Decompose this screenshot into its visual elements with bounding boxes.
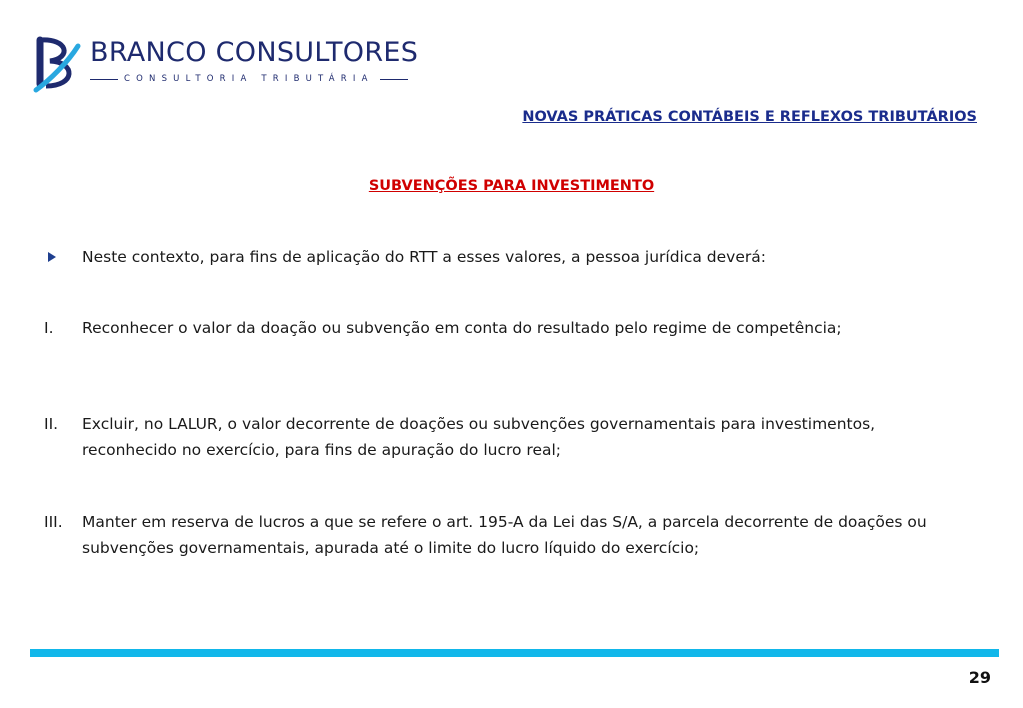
list-item (44, 509, 974, 561)
logo-tagline-row (90, 74, 408, 84)
list-item (44, 315, 974, 341)
list-item-marker: I. (44, 319, 54, 337)
tagline-rule-right (380, 79, 408, 80)
logo-b-icon (32, 34, 92, 94)
list-item-marker: III. (44, 513, 63, 531)
logo-company-name: BRANCO CONSULTORES (90, 37, 419, 68)
page-number: 29 (968, 668, 991, 687)
triangle-bullet-icon (48, 252, 56, 262)
list-item (44, 411, 974, 463)
bullet-paragraph (44, 244, 974, 270)
tagline-rule-left (90, 79, 118, 80)
logo-tagline: CONSULTORIA TRIBUTÁRIA (124, 74, 374, 84)
list-item-text: Reconhecer o valor da doação ou subvenção em conta do resultado pelo regime de competência; (82, 319, 842, 337)
list-item-marker: II. (44, 415, 59, 433)
section-title: SUBVENÇÕES PARA INVESTIMENTO (368, 178, 655, 194)
footer-divider-bar (30, 649, 999, 657)
slide-header-title: NOVAS PRÁTICAS CONTÁBEIS E REFLEXOS TRIBUTÁRIOS (522, 109, 977, 125)
list-item-text: Excluir, no LALUR, o valor decorrente de doações ou subvenções governamentais para investimentos, reconhecido no exercício, para fins de apuração do lucro real; (82, 415, 876, 459)
bullet-text: Neste contexto, para fins de aplicação do RTT a esses valores, a pessoa jurídica deverá: (82, 248, 766, 266)
company-logo (32, 34, 422, 94)
list-item-text: Manter em reserva de lucros a que se refere o art. 195-A da Lei das S/A, a parcela decorrente de doações ou subvenções governamentais, apurada até o limite do lucro líquido do exercício; (82, 513, 927, 557)
